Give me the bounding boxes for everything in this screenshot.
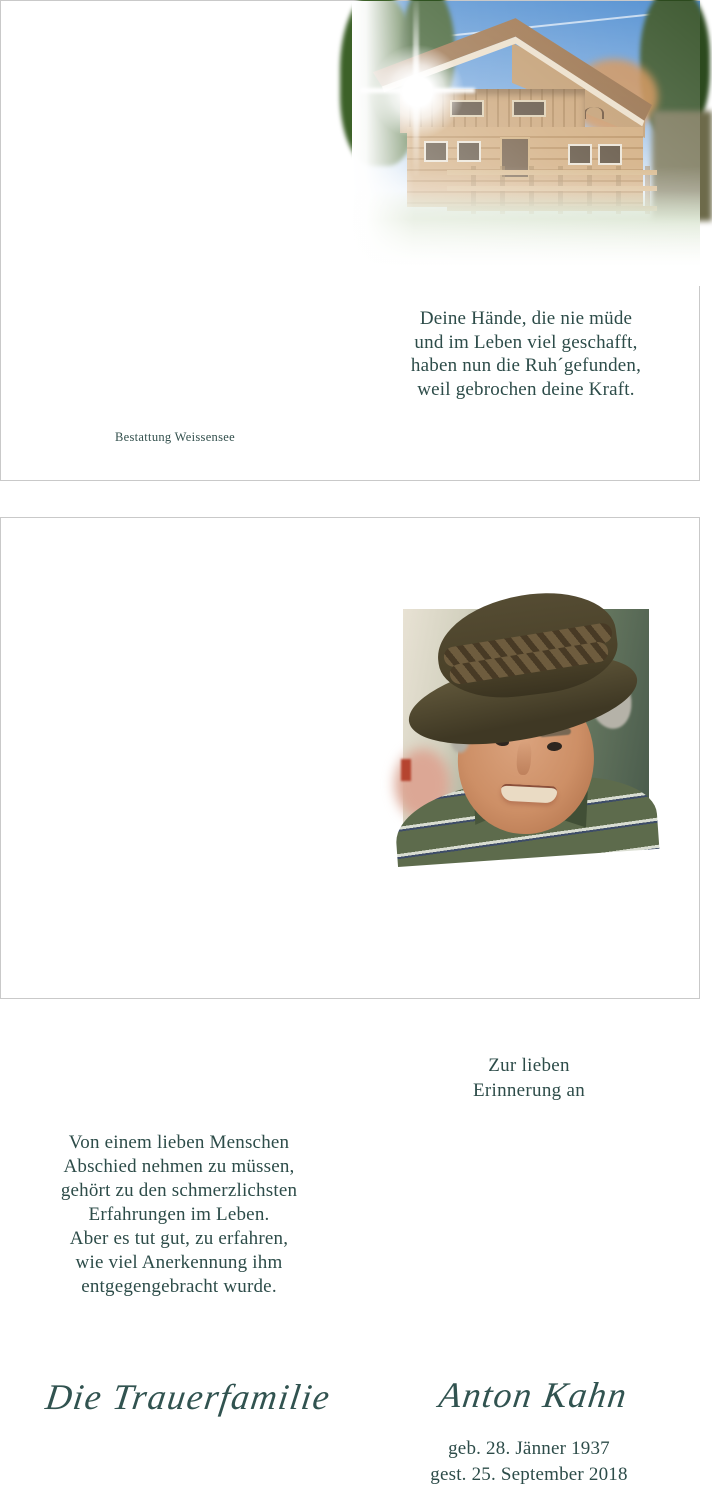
photo-white-veil [352, 1, 700, 286]
poem-line: Aber es tut gut, zu erfahren, [21, 1227, 337, 1251]
death-date: gest. 25. September 2018 [389, 1462, 669, 1487]
funeral-home-imprint: Bestattung Weissensee [115, 430, 235, 445]
poem-line: Erfahrungen im Leben. [21, 1203, 337, 1227]
family-signature: Die Trauerfamilie [43, 1376, 324, 1418]
birth-date: geb. 28. Jänner 1937 [389, 1436, 669, 1462]
deceased-name: Anton Kahn [393, 1374, 674, 1416]
poem-line: Deine Hände, die nie müde [353, 307, 699, 331]
heading-line: Erinnerung an [389, 1078, 669, 1103]
poem-line: Von einem lieben Menschen [21, 1131, 337, 1155]
poem-line: Abschied nehmen zu müssen, [21, 1155, 337, 1179]
poem-line: gehört zu den schmerzlichsten [21, 1179, 337, 1203]
front-poem [353, 307, 699, 401]
poem-line: haben nun die Ruh´gefunden, [353, 354, 699, 378]
smiling-mouth [501, 784, 558, 804]
memorial-heading [389, 1053, 669, 1103]
poem-line: und im Leben viel geschafft, [353, 331, 699, 355]
cabin-photo [352, 1, 700, 286]
poem-line: wie viel Anerkennung ihm [21, 1251, 337, 1275]
background-red-object [401, 759, 411, 781]
heading-line: Zur lieben [389, 1053, 669, 1078]
condolence-poem [21, 1131, 337, 1299]
life-dates [389, 1436, 669, 1487]
front-card [0, 0, 700, 481]
poem-line: entgegengebracht wurde. [21, 1275, 337, 1299]
inside-card [0, 517, 700, 999]
poem-line: weil gebrochen deine Kraft. [353, 378, 699, 402]
portrait-photo [403, 609, 649, 842]
